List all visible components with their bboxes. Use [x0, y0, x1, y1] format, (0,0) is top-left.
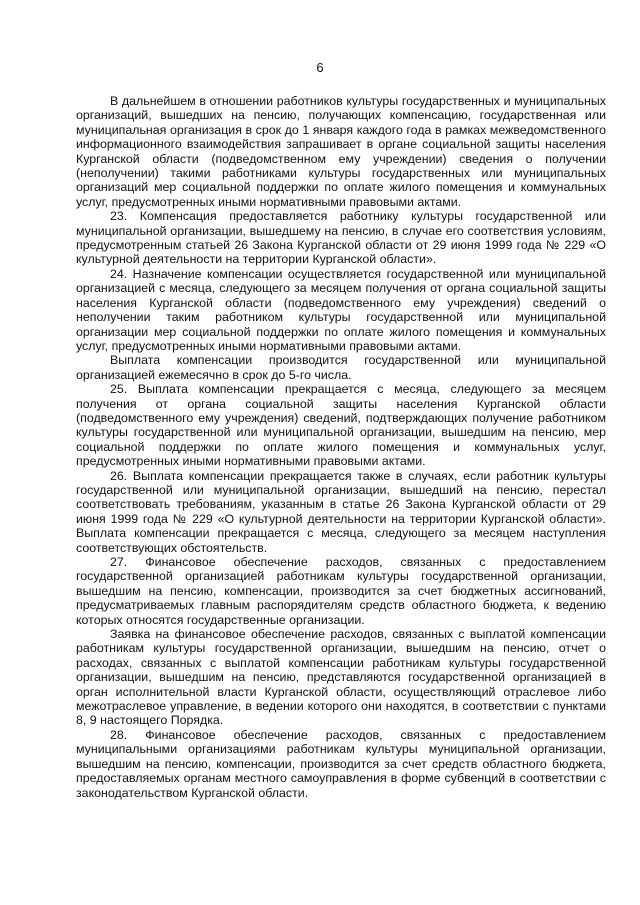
- paragraph-item-24: 24. Назначение компенсации осуществляется государственной или муниципальной организацией с месяца, следующего за месяцем получения от органа социальной защиты населения Курганской области (подведомственного ему учреждения) сведений о неполучении таким работником культуры государственной или муниципальной организации мер социальной поддержки по оплате жилого помещения и коммунальных услуг, предусмотренных иными нормативными правовыми актами.: [76, 266, 606, 353]
- paragraph-item-23: 23. Компенсация предоставляется работнику культуры государственной или муниципальной организации, вышедшему на пенсию, в случае его соответствия условиям, предусмотренным статьей 26 Закона Курганской области от 29 июня 1999 года № 229 «О культурной деятельности на территории Курганской области».: [76, 209, 606, 267]
- paragraph-item-25: 25. Выплата компенсации прекращается с месяца, следующего за месяцем получения от органа социальной защиты населения Курганской области (подведомственного ему учреждения) сведений, подтверждающих получение работником культуры государственной или муниципальной организации, вышедшим на пенсию, мер социальной поддержки по оплате жилого помещения и коммунальных услуг, предусмотренных иными нормативными правовыми актами.: [76, 382, 606, 469]
- document-body: [76, 94, 606, 800]
- paragraph-intro-continuation: В дальнейшем в отношении работников культуры государственных и муниципальных организаций, вышедших на пенсию, получающих компенсацию, государственная или муниципальная организация в срок до 1 января каждого года в рамках межведомственного информационного взаимодействия запрашивает в органе социальной защиты населения Курганской области (подведомственном ему учреждении) сведения о получении (неполучении) такими работниками культуры государственных или муниципальных организаций мер социальной поддержки по оплате жилого помещения и коммунальных услуг, предусмотренных иными нормативными правовыми актами.: [76, 94, 606, 209]
- paragraph-item-27: 27. Финансовое обеспечение расходов, связанных с предоставлением государственной организацией работникам культуры государственной организации, вышедшим на пенсию, компенсации, производится за счет бюджетных ассигнований, предусматриваемых главным распорядителям средств областного бюджета, к ведению которых относятся государственные организации.: [76, 555, 606, 627]
- paragraph-item-26: 26. Выплата компенсации прекращается также в случаях, если работник культуры государственной или муниципальной организации, вышедший на пенсию, перестал соответствовать требованиям, указанным в статье 26 Закона Курганской области от 29 июня 1999 года № 229 «О культурной деятельности на территории Курганской области». Выплата компенсации прекращается с месяца, следующего за месяцем наступления соответствующих обстоятельств.: [76, 468, 606, 555]
- page-number: 6: [316, 60, 324, 75]
- paragraph-item-28: 28. Финансовое обеспечение расходов, связанных с предоставлением муниципальными организациями работникам культуры муниципальной организации, вышедшим на пенсию, компенсации, производится за счет средств областного бюджета, предоставляемых органам местного самоуправления в форме субвенций в соответствии с законодательством Курганской области.: [76, 727, 606, 800]
- paragraph-item-27-application: Заявка на финансовое обеспечение расходов, связанных с выплатой компенсации работникам культуры государственной организации, вышедшим на пенсию, отчет о расходах, связанных с выплатой компенсации работникам культуры государственной организации, вышедшим на пенсию, представляются государственной организацией в орган исполнительной власти Курганской области, осуществляющий отраслевое либо межотраслевое управление, в ведении которого они находятся, в соответствии с пунктами 8, 9 настоящего Порядка.: [76, 627, 606, 728]
- paragraph-item-24-payment: Выплата компенсации производится государственной или муниципальной организацией ежемесячно в срок до 5-го числа.: [76, 353, 606, 382]
